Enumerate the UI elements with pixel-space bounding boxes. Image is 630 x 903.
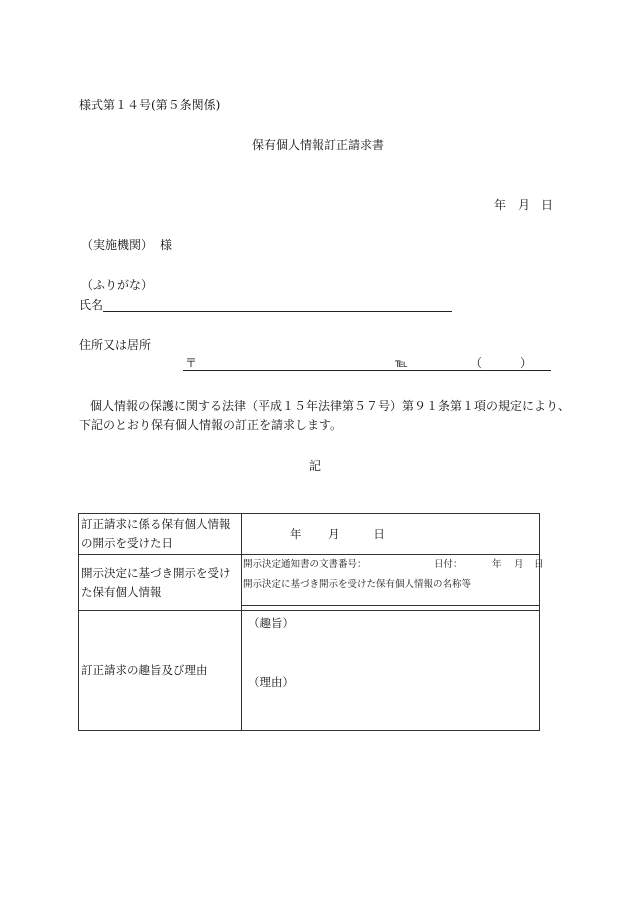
postal-mark: 〒 — [185, 356, 198, 370]
furigana-label: （ふりがな） — [81, 278, 154, 292]
row3-label-cell: 訂正請求の趣旨及び理由 — [79, 611, 242, 731]
body-line-2: 下記のとおり保有個人情報の訂正を請求します。 — [79, 418, 343, 432]
document-title: 保有個人情報訂正請求書 — [252, 138, 385, 152]
row1-day: 日 — [373, 526, 385, 541]
recipient-label: （実施機関） — [81, 238, 154, 252]
recipient-honorific: 様 — [160, 238, 173, 252]
form-number: 様式第１４号(第５条関係) — [79, 98, 221, 112]
row1-year: 年 — [290, 526, 302, 541]
row2-date-label: 日付： — [434, 559, 463, 570]
tel-mark: ℡ — [395, 356, 408, 370]
address-label: 住所又は居所 — [79, 338, 152, 352]
row1-label-line1: 訂正請求に係る保有個人情報 — [81, 517, 231, 531]
row2-doc-number-label: 開示決定通知書の文書番号： — [243, 559, 367, 570]
date-year: 年 — [494, 198, 507, 212]
tel-paren-open: （ — [470, 356, 483, 370]
row1-label-cell — [79, 514, 242, 555]
row1-value-cell[interactable] — [242, 514, 540, 555]
row3-value-cell[interactable] — [242, 611, 540, 731]
row3-purpose-label: （趣旨） — [248, 616, 294, 630]
tel-paren-close: ） — [520, 356, 533, 370]
table-row-purpose-reason — [79, 611, 540, 731]
name-label: 氏名 — [79, 298, 104, 312]
row2-inner-divider — [242, 605, 539, 606]
name-underline[interactable] — [103, 311, 452, 312]
row2-month: 月 — [514, 559, 524, 570]
row2-info-name-label: 開示決定に基づき開示を受けた保有個人情報の名称等 — [243, 579, 472, 590]
row2-year: 年 — [492, 559, 502, 570]
request-table — [78, 513, 544, 731]
row2-day: 日 — [534, 559, 544, 570]
ki-heading: 記 — [309, 459, 322, 473]
row1-month: 月 — [328, 526, 340, 541]
row2-label-line1: 開示決定に基づき開示を受け — [81, 565, 231, 580]
row2-value-cell[interactable] — [242, 555, 544, 611]
date-month: 月 — [518, 198, 531, 212]
table-row-disclosure-date — [79, 514, 540, 555]
row3-reason-label: （理由） — [248, 675, 294, 689]
date-day: 日 — [541, 198, 554, 212]
row2-label-cell — [79, 555, 242, 611]
body-line-1: 個人情報の保護に関する法律（平成１５年法律第５７号）第９１条第１項の規定により、 — [90, 399, 571, 413]
row1-label-line2: の開示を受けた日 — [81, 536, 173, 550]
table-row-disclosed-info — [79, 555, 540, 611]
address-underline[interactable] — [183, 370, 551, 371]
row2-label-line2: た保有個人情報 — [81, 584, 162, 599]
